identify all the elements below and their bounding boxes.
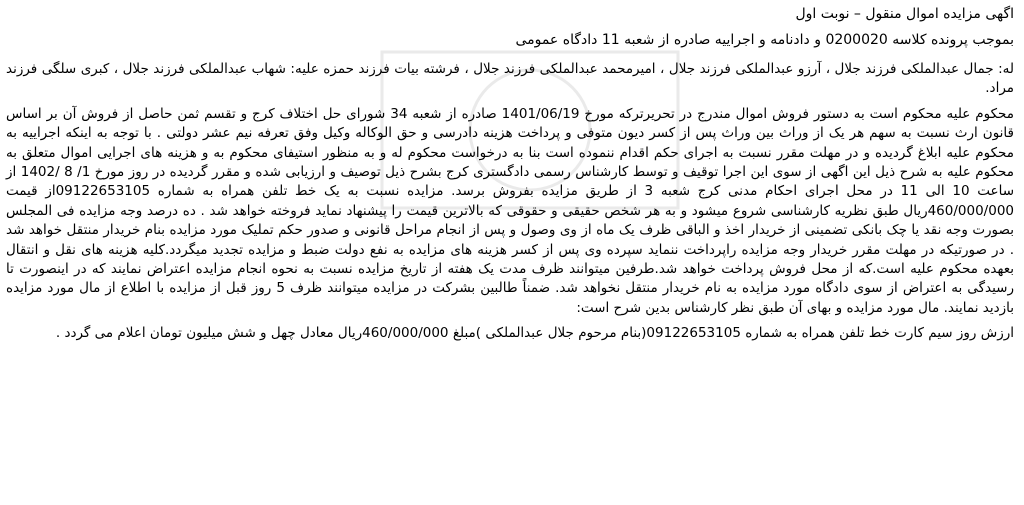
parties-paragraph: له: جمال عبدالملکی فرزند جلال ، آرزو عبدالملکی فرزند جلال ، امیرمحمد عبدالملکی فرزند جلال ، فرشته بیات فرزند حمزه علیه: شهاب عبدالملکی فرزند جلال ، کبری سلگی فرزند مراد. bbox=[6, 61, 1014, 97]
valuation-paragraph: ارزش روز سیم کارت خط تلفن همراه به شماره 09122653105(بنام مرحوم جلال عبدالملکی )مبلغ 460/000/000ریال معادل چهل و شش میلیون تومان اعلام می گردد . bbox=[55, 325, 1014, 342]
case-reference: بموجب پرونده کلاسه 0200020 و دادنامه و اجراییه صادره از شعبه 11 دادگاه عمومی bbox=[515, 32, 1014, 48]
notice-body-paragraph: محکوم علیه محکوم است به دستور فروش اموال مندرج در تحریرترکه مورخ 1401/06/19 صادره از شعبه 34 شورای حل اختلاف کرج و تقسم ثمن حاصل از فروش آن بر اساس قانون ارث نسبت به سهم هر یک از وراث بین وراث پس از کسر دیون متوفی و پرداخت هزینه دادرسی و حق الوکاله وکیل وفق تعرفه نیم عشر دولتی . با توجه به اینکه اجراییه به محکوم علیه ابلاغ گردیده و در مهلت مقرر نسبت به اجرای حکم اقدام ننموده است بنا به درخواست محکوم له و به منظور استیفای محکوم به و هزینه های اجرایی اموال متعلق به محکوم علیه به شرح ذیل این اگهی از سوی این اجرا توقیف و توسط کارشناس رسمی دادگستری کرج بشرح ذیل توصیف و ارزیابی شده و مقرر گردیده در روز مورخ 1/ 8 /1402 از ساعت 10 الی 11 در محل اجرای احکام مدنی کرج شعبه 3 از طریق مزایده بفروش برسد. مزایده نسبت به یک خط تلفن همراه به شماره 09122653105از قیمت 460/000/000ریال طبق نظریه کارشناسی شروع میشود و به هر شخص حقیقی و حقوقی که بالاترین قیمت را پیشنهاد نماید فروخته خواهد شد . ده درصد وجه مزایده فی المجلس بصورت وجه نقد یا چک بانکی تضمینی از خریدار اخذ و الباقی ظرف یک ماه از وی وصول و پس از انجام مراحل قانونی و صدور حکم تملیک مورد مزایده بنام خریدار منتقل خواهد شد . در صورتیکه در مهلت مقرر خریدار وجه مزایده راپرداخت ننماید سپرده وی پس از کسر هزینه های مزایده به نفع دولت ضبط و مزایده تجدید میگردد.کلیه هزینه های نقل و انتقال بعهده محکوم علیه است.که از محل فروش پرداخت خواهد شد.طرفین میتوانند ظرف مدت یک هفته از تاریخ مزایده نسبت به نحوه انجام مزایده اعتراض نمایند که در اینصورت تا رسیدگی به اعتراض از سوی دادگاه مورد مزایده به نام خریدار منتقل نخواهد شد. ضمناً طالبین بشرکت در مزایده میتوانند ظرف 5 روز قبل از مزایده با اطلاع از مال مورد مزایده بازدید نمایند. مال مورد مزایده و بهای آن طبق نظر کارشناس بدین شرح است: bbox=[6, 105, 1015, 316]
notice-title: اگهی مزایده اموال منقول – نوبت اول bbox=[795, 6, 1014, 22]
